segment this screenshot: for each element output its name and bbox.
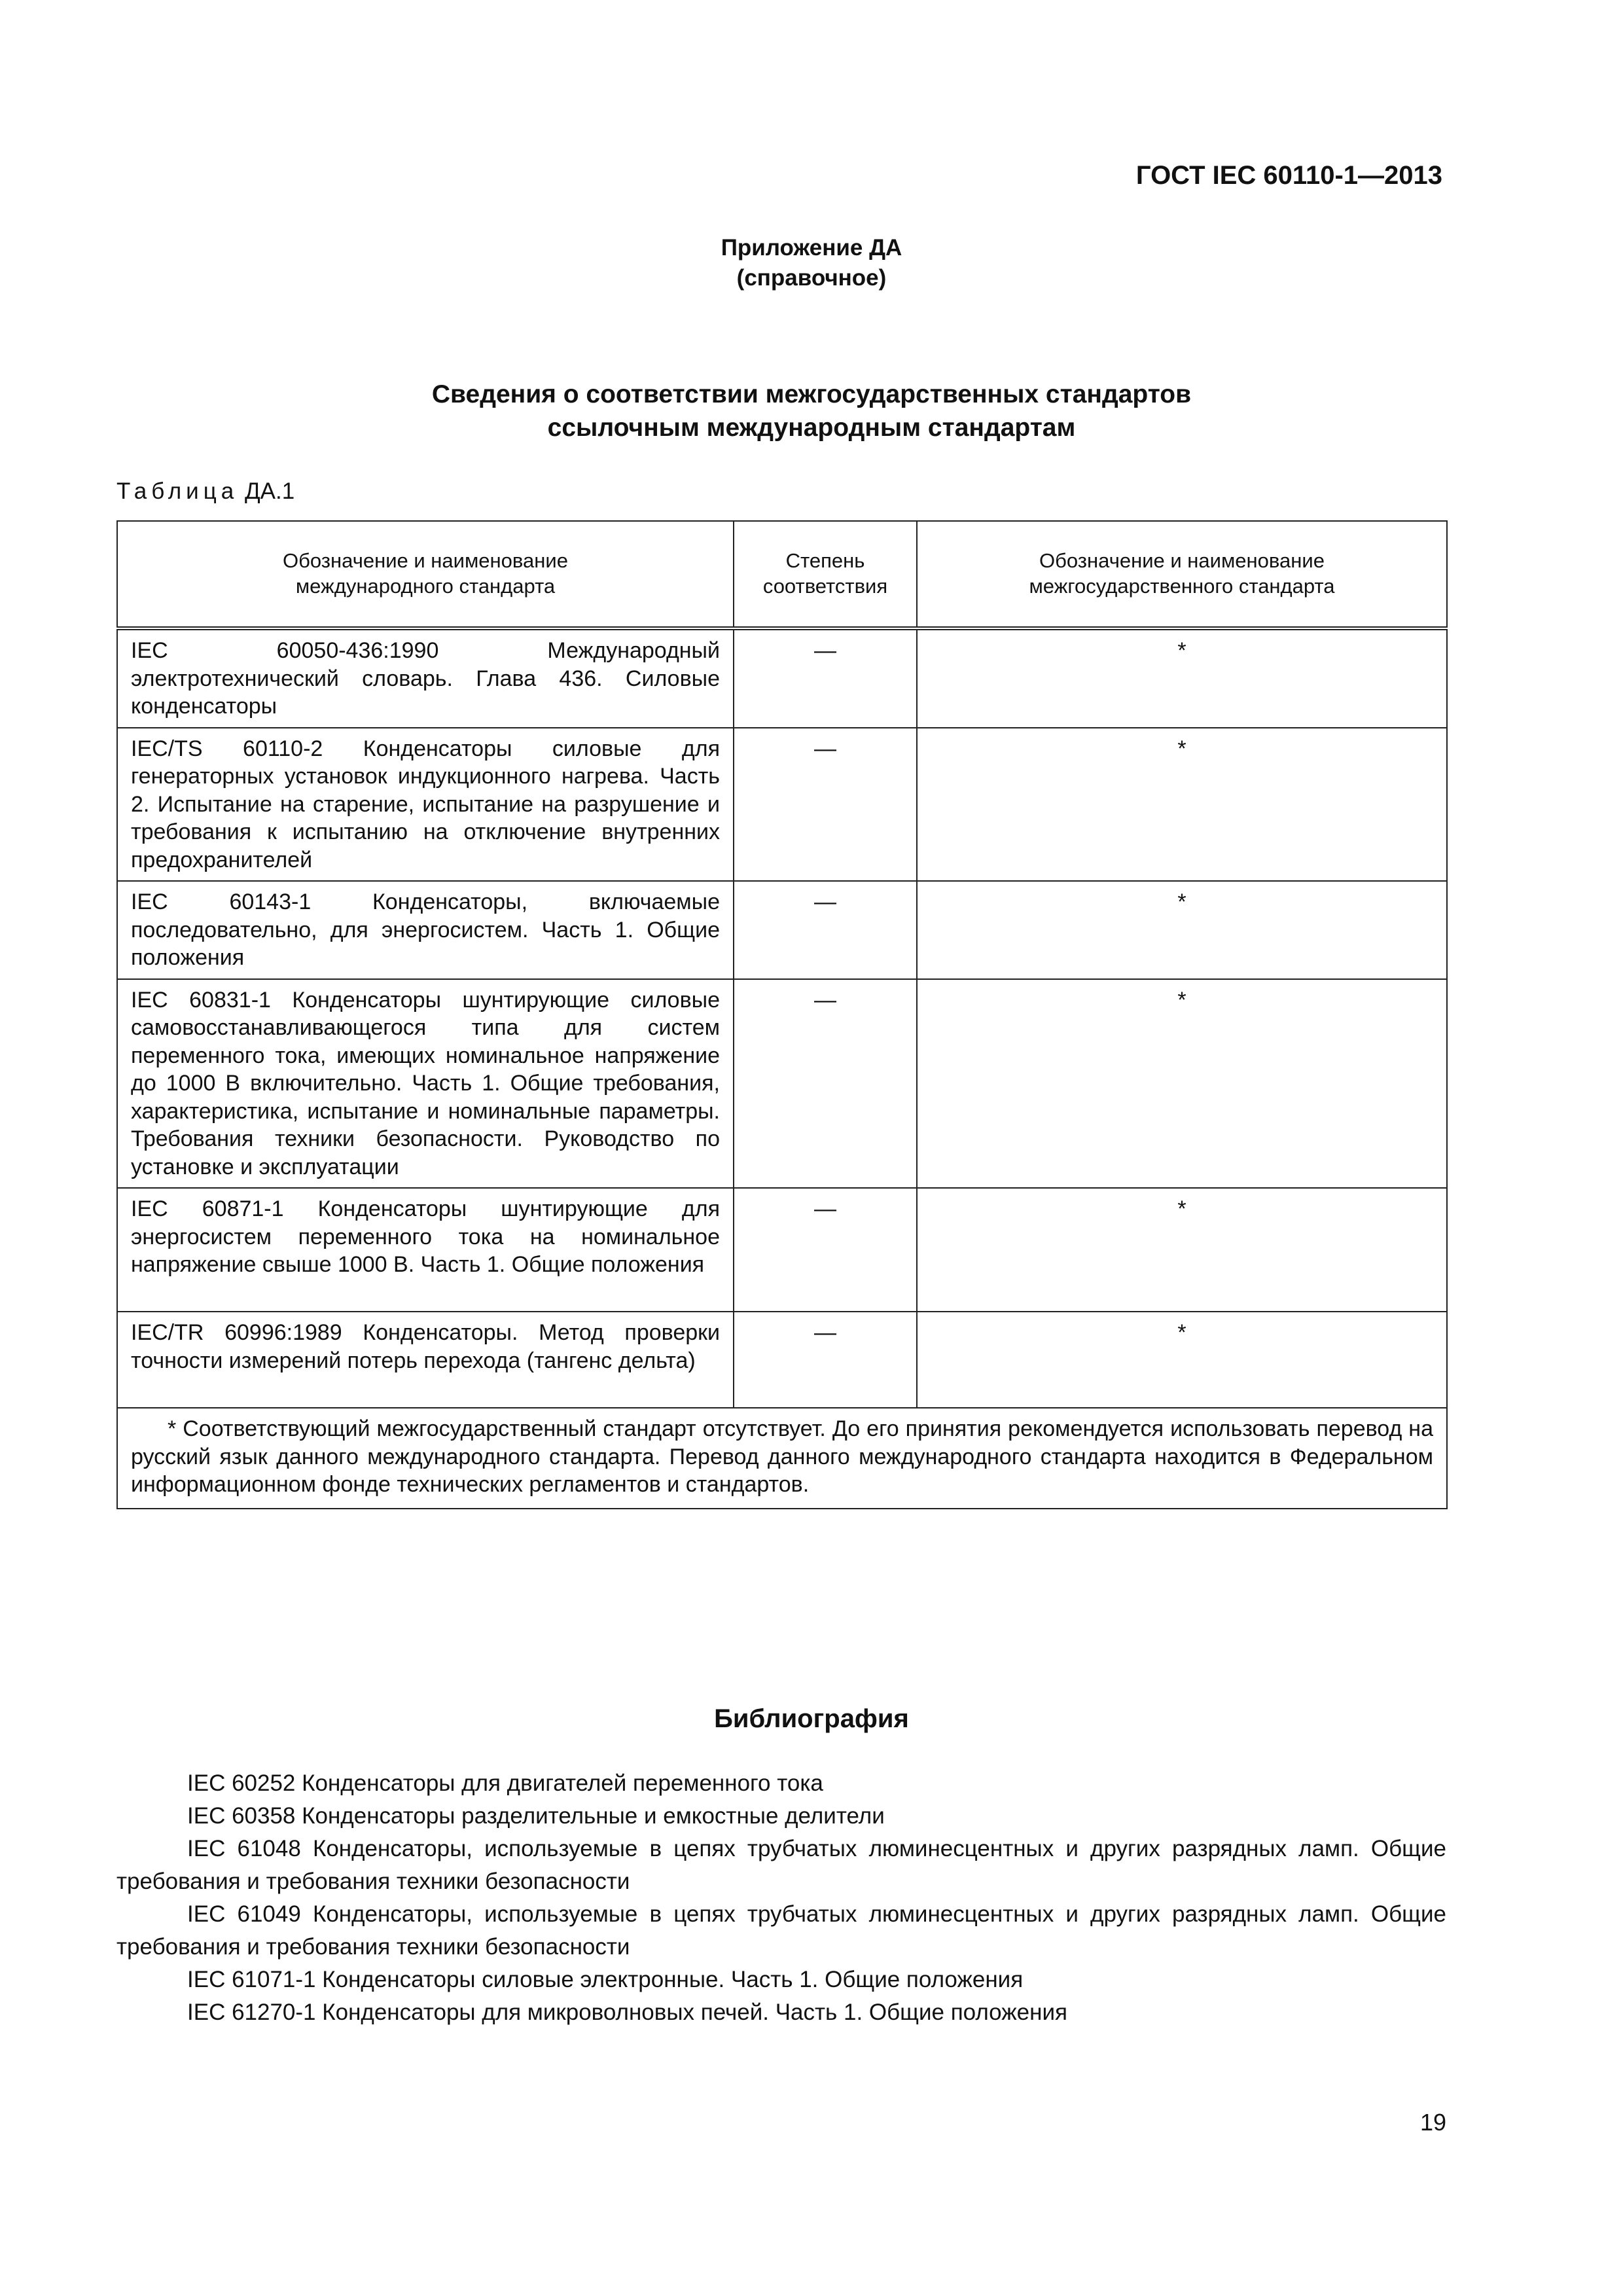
row-standard-name: IEC/TR 60996:1989 Конденсаторы. Метод проверки точности измерений потерь перехода (тангенс дельта) — [117, 1312, 734, 1408]
row-interstate-ref: * — [917, 728, 1447, 882]
table-row — [117, 628, 1447, 728]
row-standard-name: IEC 60831-1 Конденсаторы шунтирующие силовые самовосстанавливающегося типа для систем переменного тока, имеющих номинальное напряжение до 1000 В включительно. Часть 1. Общие требования, характеристика, испытание и номинальные параметры. Требования техники безопасности. Руководство по установке и эксплуатации — [117, 979, 734, 1189]
bibliography-title: Библиография — [714, 1704, 909, 1733]
table-row — [117, 1188, 1447, 1312]
row-standard-name: IEC 60050-436:1990 Международный электротехнический словарь. Глава 436. Силовые конденсаторы — [117, 628, 734, 728]
table-footnote-row — [117, 1408, 1447, 1509]
table-row — [117, 728, 1447, 882]
table-footnote-text: * Соответствующий межгосударственный стандарт отсутствует. До его принятия рекомендуется использовать перевод на русский язык данного международного стандарта. Перевод данного международного стандарта находится в Федеральном информационном фонде технических регламентов и стандартов. — [131, 1416, 1433, 1497]
section-title-line-2: ссылочным международным стандартам — [547, 413, 1076, 442]
table-footnote — [117, 1408, 1447, 1509]
header-international-standard: Обозначение и наименование международного стандарта — [117, 521, 734, 628]
row-interstate-ref: * — [917, 628, 1447, 728]
row-degree: — — [734, 1188, 917, 1312]
bibliography-item: IEC 60358 Конденсаторы разделительные и емкостные делители — [187, 1803, 885, 1829]
row-degree: — — [734, 979, 917, 1189]
row-standard-name: IEC 60871-1 Конденсаторы шунтирующие для энергосистем переменного тока на номинальное напряжение свыше 1000 В. Часть 1. Общие положения — [117, 1188, 734, 1312]
bibliography-item: IEC 61048 Конденсаторы, используемые в цепях трубчатых люминесцентных и других разрядных ламп. Общие требования и требования техники безопасности — [116, 1836, 1446, 1895]
header-degree-of-correspondence: Степень соответствия — [734, 521, 917, 628]
table-header-row — [117, 521, 1447, 628]
table-caption-word: Таблица — [116, 478, 239, 504]
page-number: 19 — [1419, 2109, 1446, 2136]
section-title-line-1: Сведения о соответствии межгосударственных стандартов — [431, 380, 1192, 408]
appendix-subtitle: (справочное) — [736, 264, 887, 291]
row-degree: — — [734, 628, 917, 728]
row-interstate-ref: * — [917, 1188, 1447, 1312]
bibliography-item: IEC 61270-1 Конденсаторы для микроволновых печей. Часть 1. Общие положения — [187, 2000, 1067, 2026]
document-designation: ГОСТ IEC 60110-1—2013 — [1135, 161, 1442, 190]
row-interstate-ref: * — [917, 1312, 1447, 1408]
table-caption — [116, 478, 294, 505]
table-caption-id: ДА.1 — [244, 478, 295, 504]
row-interstate-ref: * — [917, 881, 1447, 979]
table-row — [117, 1312, 1447, 1408]
bibliography-item: IEC 61049 Конденсаторы, используемые в цепях трубчатых люминесцентных и других разрядных ламп. Общие требования и требования техники безопасности — [116, 1901, 1446, 1960]
table-row — [117, 881, 1447, 979]
row-standard-name: IEC/TS 60110-2 Конденсаторы силовые для генераторных установок индукционного нагрева. Часть 2. Испытание на старение, испытание на разрушение и требования к испытанию на отключение внутренних предохранителей — [117, 728, 734, 882]
appendix-title: Приложение ДА — [721, 235, 902, 260]
row-standard-name: IEC 60143-1 Конденсаторы, включаемые последовательно, для энергосистем. Часть 1. Общие положения — [117, 881, 734, 979]
section-title — [0, 378, 1623, 444]
appendix-heading — [0, 233, 1623, 293]
standards-correspondence-table — [116, 520, 1448, 1509]
bibliography-item: IEC 61071-1 Конденсаторы силовые электронные. Часть 1. Общие положения — [187, 1967, 1024, 1993]
bibliography-item: IEC 60252 Конденсаторы для двигателей переменного тока — [187, 1770, 823, 1796]
row-interstate-ref: * — [917, 979, 1447, 1189]
table-row — [117, 979, 1447, 1189]
row-degree: — — [734, 1312, 917, 1408]
header-interstate-standard: Обозначение и наименование межгосударственного стандарта — [917, 521, 1447, 628]
bibliography-list — [116, 1767, 1446, 2029]
row-degree: — — [734, 728, 917, 882]
row-degree: — — [734, 881, 917, 979]
